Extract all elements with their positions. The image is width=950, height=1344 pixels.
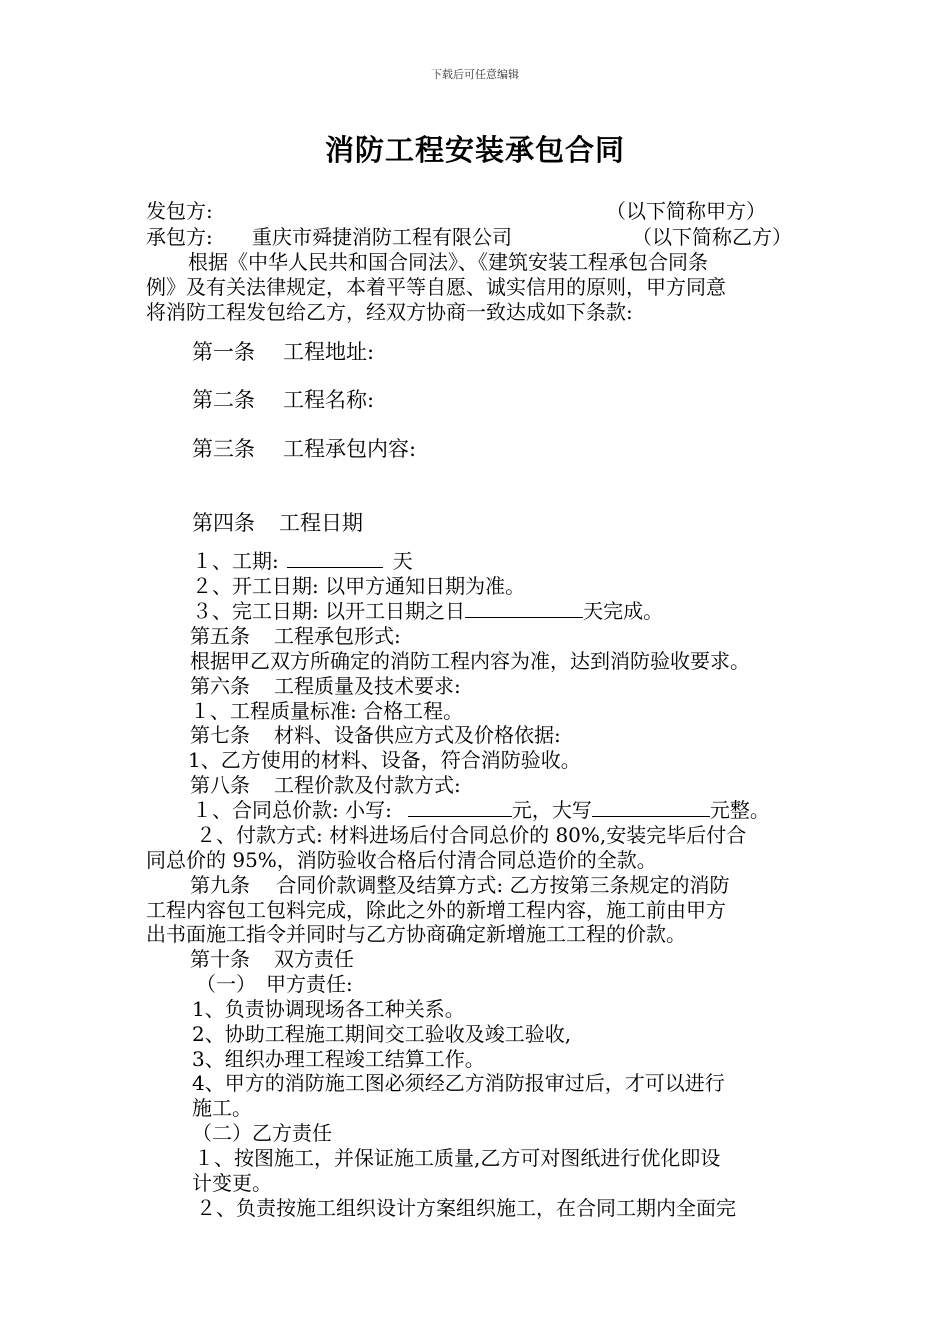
party-a-duty-3: 3、组织办理工程竣工结算工作。 (192, 1047, 485, 1071)
party-b-label: 承包方: (146, 225, 213, 249)
party-b-line (146, 225, 792, 249)
duration-blank (287, 549, 383, 568)
article-1-no: 第一条 (192, 340, 255, 364)
party-b-duty-1-cont: 计变更。 (192, 1171, 272, 1195)
article-3-no: 第三条 (192, 437, 255, 461)
party-b-name: 重庆市舜捷消防工程有限公司 (252, 225, 512, 249)
article-6: 第六条 工程质量及技术要求: (190, 674, 461, 698)
party-a-duty-2: 2、协助工程施工期间交工验收及竣工验收, (192, 1022, 572, 1046)
article-9-line-3: 出书面施工指令并同时与乙方协商确定新增施工工程的价款。 (146, 922, 686, 946)
intro-line-2: 例》及有关法律规定，本着平等自愿、诚实信用的原则，甲方同意 (146, 275, 726, 299)
document-title: 消防工程安装承包合同 (324, 133, 625, 167)
art4-item-1: １、工期: 天 (192, 549, 413, 573)
article-2-text: 工程名称: (283, 388, 375, 412)
article-8: 第八条 工程价款及付款方式: (190, 773, 461, 797)
price-figures-blank (408, 798, 512, 817)
header-note: 下载后可任意编辑 (431, 68, 519, 81)
party-a-line (146, 199, 766, 223)
article-4 (192, 511, 363, 535)
price-words-blank (592, 798, 710, 817)
party-a-duties-title: （一） 甲方责任: (196, 972, 353, 996)
article-4-text: 工程日期 (279, 511, 363, 535)
article-4-no: 第四条 (192, 511, 255, 535)
art8-item-2-line-2: 同总价的 95%，消防验收合格后付清合同总造价的全款。 (146, 848, 657, 872)
completion-days-blank (465, 599, 583, 618)
article-6-body: １、工程质量标准: 合格工程。 (190, 699, 464, 723)
art8-item-2-line-1: ２、付款方式: 材料进场后付合同总价的 80%,安装完毕后付合 (196, 823, 747, 847)
article-5: 第五条 工程承包形式: (190, 624, 401, 648)
party-b-duty-1: １、按图施工，并保证施工质量,乙方可对图纸进行优化即设 (194, 1146, 721, 1170)
article-3-text: 工程承包内容: (283, 437, 417, 461)
article-3 (192, 437, 416, 461)
article-2-no: 第二条 (192, 388, 255, 412)
article-2 (192, 388, 374, 412)
article-10: 第十条 双方责任 (190, 947, 354, 971)
article-7-body: 1、乙方使用的材料、设备，符合消防验收。 (188, 748, 581, 772)
party-a-duty-4: 4、甲方的消防施工图必须经乙方消防报审过后，才可以进行 (192, 1071, 725, 1095)
art8-item-1: １、合同总价款: 小写: 元，大写 元整。 (192, 798, 770, 822)
article-1 (192, 340, 374, 364)
party-b-duties-title: （二）乙方责任 (192, 1121, 332, 1145)
intro-line-3: 将消防工程发包给乙方，经双方协商一致达成如下条款: (146, 300, 633, 324)
party-a-duty-1: 1、负责协调现场各工种关系。 (192, 997, 465, 1021)
party-a-label: 发包方: (146, 199, 213, 223)
intro-line-1: 根据《中华人民共和国合同法》、《建筑安装工程承包合同条 (188, 250, 708, 274)
party-b-duty-2: ２、负责按施工组织设计方案组织施工，在合同工期内全面完 (196, 1196, 736, 1220)
article-9-line-1: 第九条 合同价款调整及结算方式: 乙方按第三条规定的消防 (190, 873, 730, 897)
art4-item-3: ３、完工日期: 以开工日期之日 天完成。 (192, 599, 664, 623)
art4-item-2: ２、开工日期: 以甲方通知日期为准。 (192, 574, 526, 598)
party-a-duty-4-cont: 施工。 (192, 1096, 252, 1120)
article-9-line-2: 工程内容包工包料完成，除此之外的新增工程内容，施工前由甲方 (146, 898, 726, 922)
party-a-note: （以下简称甲方） (606, 199, 766, 223)
article-7: 第七条 材料、设备供应方式及价格依据: (190, 723, 561, 747)
article-5-body: 根据甲乙双方所确定的消防工程内容为准，达到消防验收要求。 (190, 649, 750, 673)
article-1-text: 工程地址: (283, 340, 375, 364)
party-b-note: （以下简称乙方） (632, 225, 792, 249)
